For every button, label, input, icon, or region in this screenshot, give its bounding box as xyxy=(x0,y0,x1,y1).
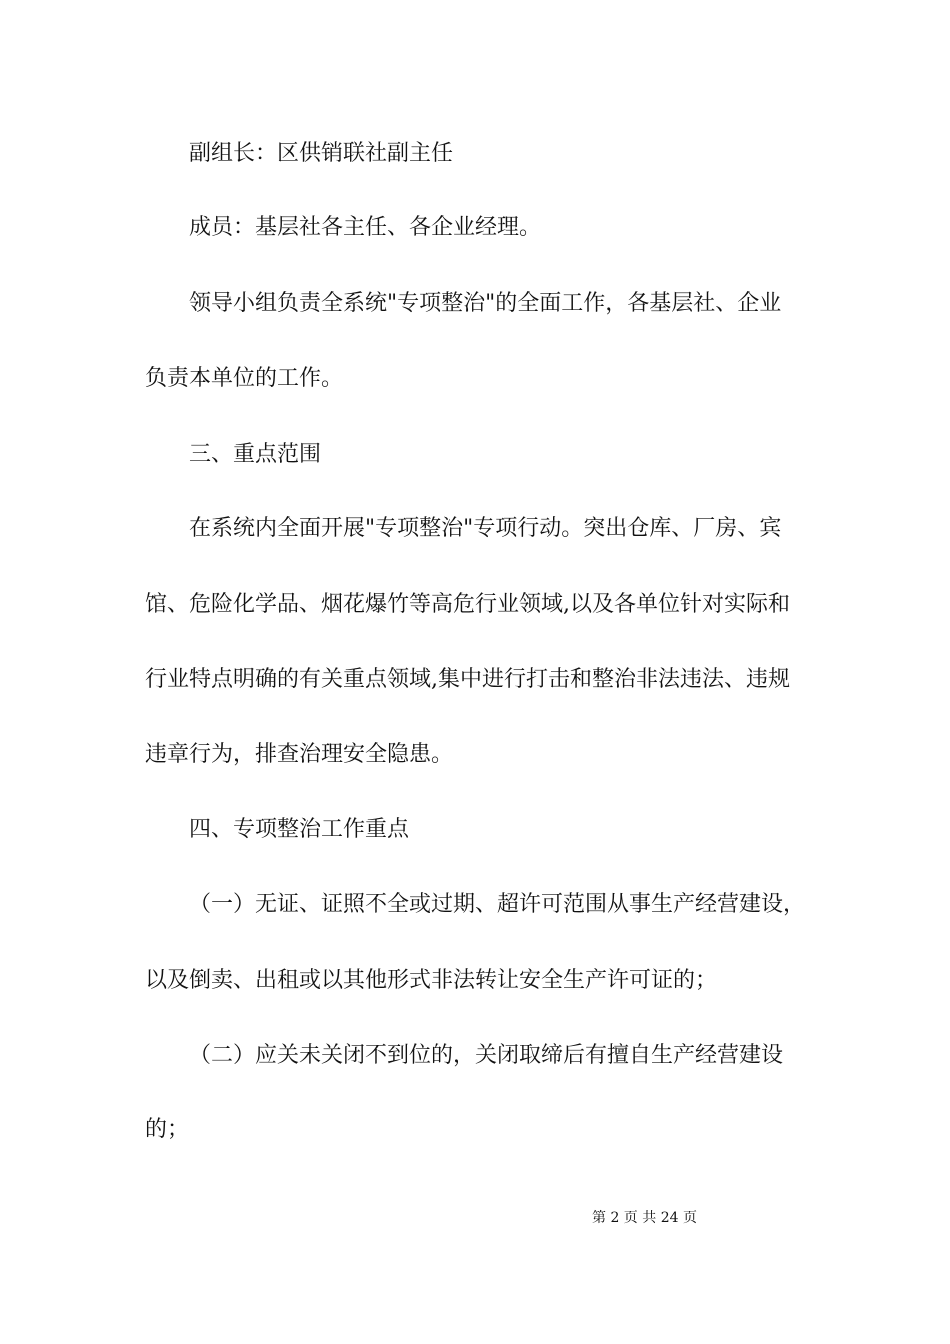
paragraph-line-scope-1: 在系统内全面开展"专项整治"专项行动。突出仓库、厂房、宾 xyxy=(189,516,782,541)
page-footer: 第 2 页 共 24 页 xyxy=(592,1210,697,1226)
section-heading-work-focus: 四、专项整治工作重点 xyxy=(189,817,410,842)
list-item-2-line-2: 的； xyxy=(145,1117,190,1142)
paragraph-line-scope-2: 馆、危险化学品、烟花爆竹等高危行业领域,以及各单位针对实际和 xyxy=(145,592,790,617)
paragraph-line-scope-3: 行业特点明确的有关重点领域,集中进行打击和整治非法违法、违规 xyxy=(145,667,790,692)
paragraph-line-deputy-leader: 副组长：区供销联社副主任 xyxy=(189,141,454,166)
paragraph-line-leadership-responsibility: 领导小组负责全系统"专项整治"的全面工作，各基层社、企业 xyxy=(189,291,782,316)
paragraph-line-members: 成员：基层社各主任、各企业经理。 xyxy=(189,215,542,240)
list-item-1-line-2: 以及倒卖、出租或以其他形式非法转让安全生产许可证的； xyxy=(145,968,718,993)
section-heading-key-scope: 三、重点范围 xyxy=(189,442,322,467)
paragraph-line-leadership-responsibility-cont: 负责本单位的工作。 xyxy=(145,366,344,391)
list-item-1-line-1: （一）无证、证照不全或过期、超许可范围从事生产经营建设， xyxy=(189,892,806,917)
paragraph-line-scope-4: 违章行为，排查治理安全隐患。 xyxy=(145,742,454,767)
list-item-2-line-1: （二）应关未关闭不到位的，关闭取缔后有擅自生产经营建设 xyxy=(189,1043,784,1068)
